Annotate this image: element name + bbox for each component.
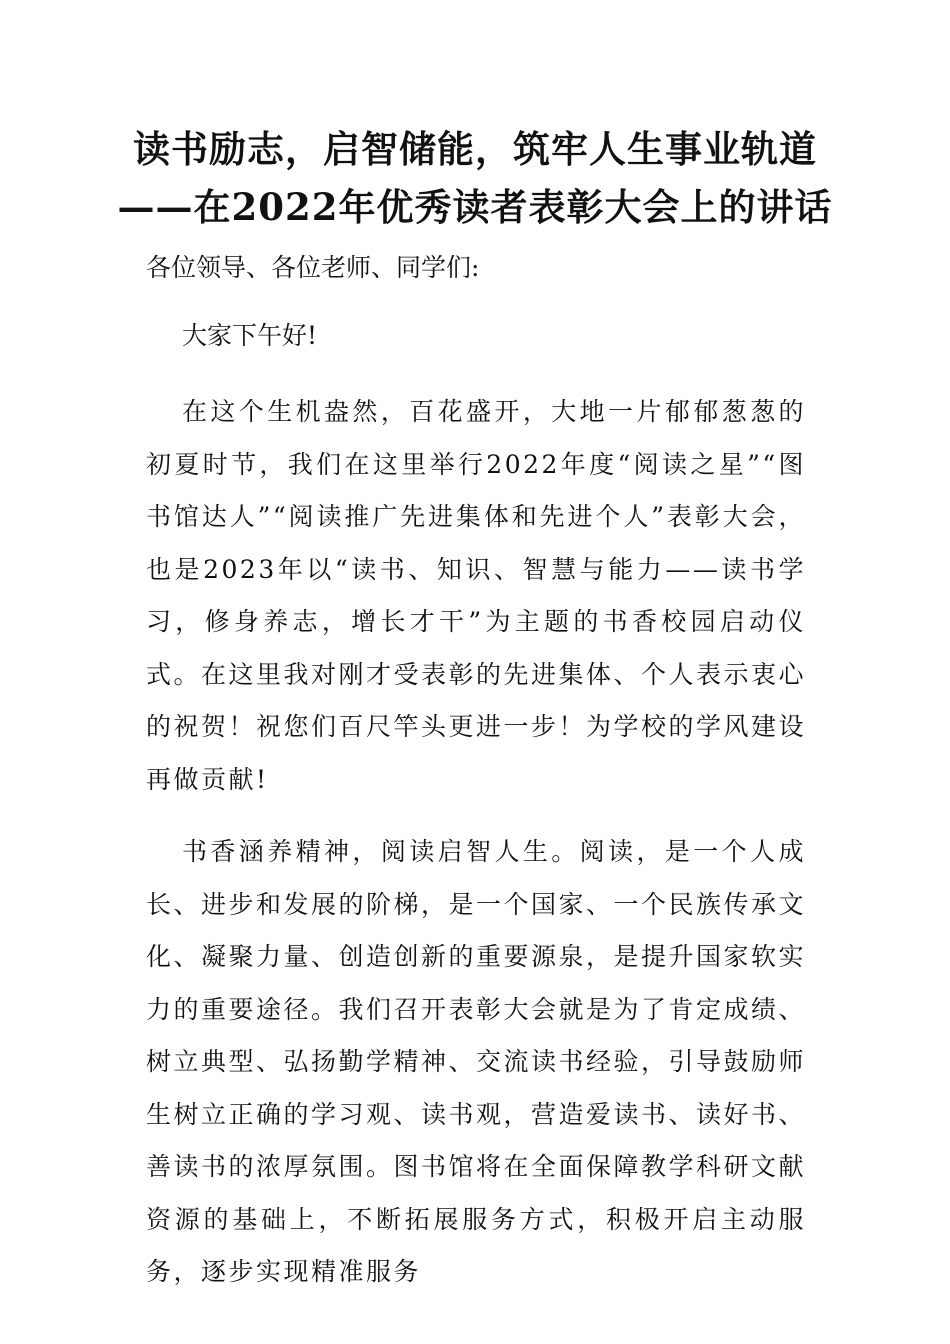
salutation: 各位领导、各位老师、同学们:: [146, 253, 480, 282]
speech-title: [0, 120, 950, 236]
paragraph-1: 在这个生机盎然，百花盛开，大地一片郁郁葱葱的初夏时节，我们在这里举行2022年度“阅读之星”“图书馆达人”“阅读推广先进集体和先进个人”表彰大会，也是2023年以“读书、知识、智慧与能力——读书学习，修身养志，增长才干”为主题的书香校园启动仪式。在这里我对刚才受表彰的先进集体、个人表示衷心的祝贺！祝您们百尺竿头更进一步！为学校的学风建设再做贡献!: [146, 397, 807, 794]
title-line-1: 读书励志，启智储能，筑牢人生事业轨道: [133, 127, 817, 171]
greeting: 大家下午好!: [182, 321, 318, 350]
title-line-2: ——在2022年优秀读者表彰大会上的讲话: [117, 185, 833, 229]
paragraph-2: 书香涵养精神，阅读启智人生。阅读，是一个人成长、进步和发展的阶梯，是一个国家、一个民族传承文化、凝聚力量、创造创新的重要源泉，是提升国家软实力的重要途径。我们召开表彰大会就是为了肯定成绩、树立典型、弘扬勤学精神、交流读书经验，引导鼓励师生树立正确的学习观、读书观，营造爱读书、读好书、善读书的浓厚氛围。图书馆将在全面保障教学科研文献资源的基础上，不断拓展服务方式，积极开启主动服务，逐步实现精准服务: [146, 837, 807, 1286]
speech-body: [146, 250, 806, 1319]
